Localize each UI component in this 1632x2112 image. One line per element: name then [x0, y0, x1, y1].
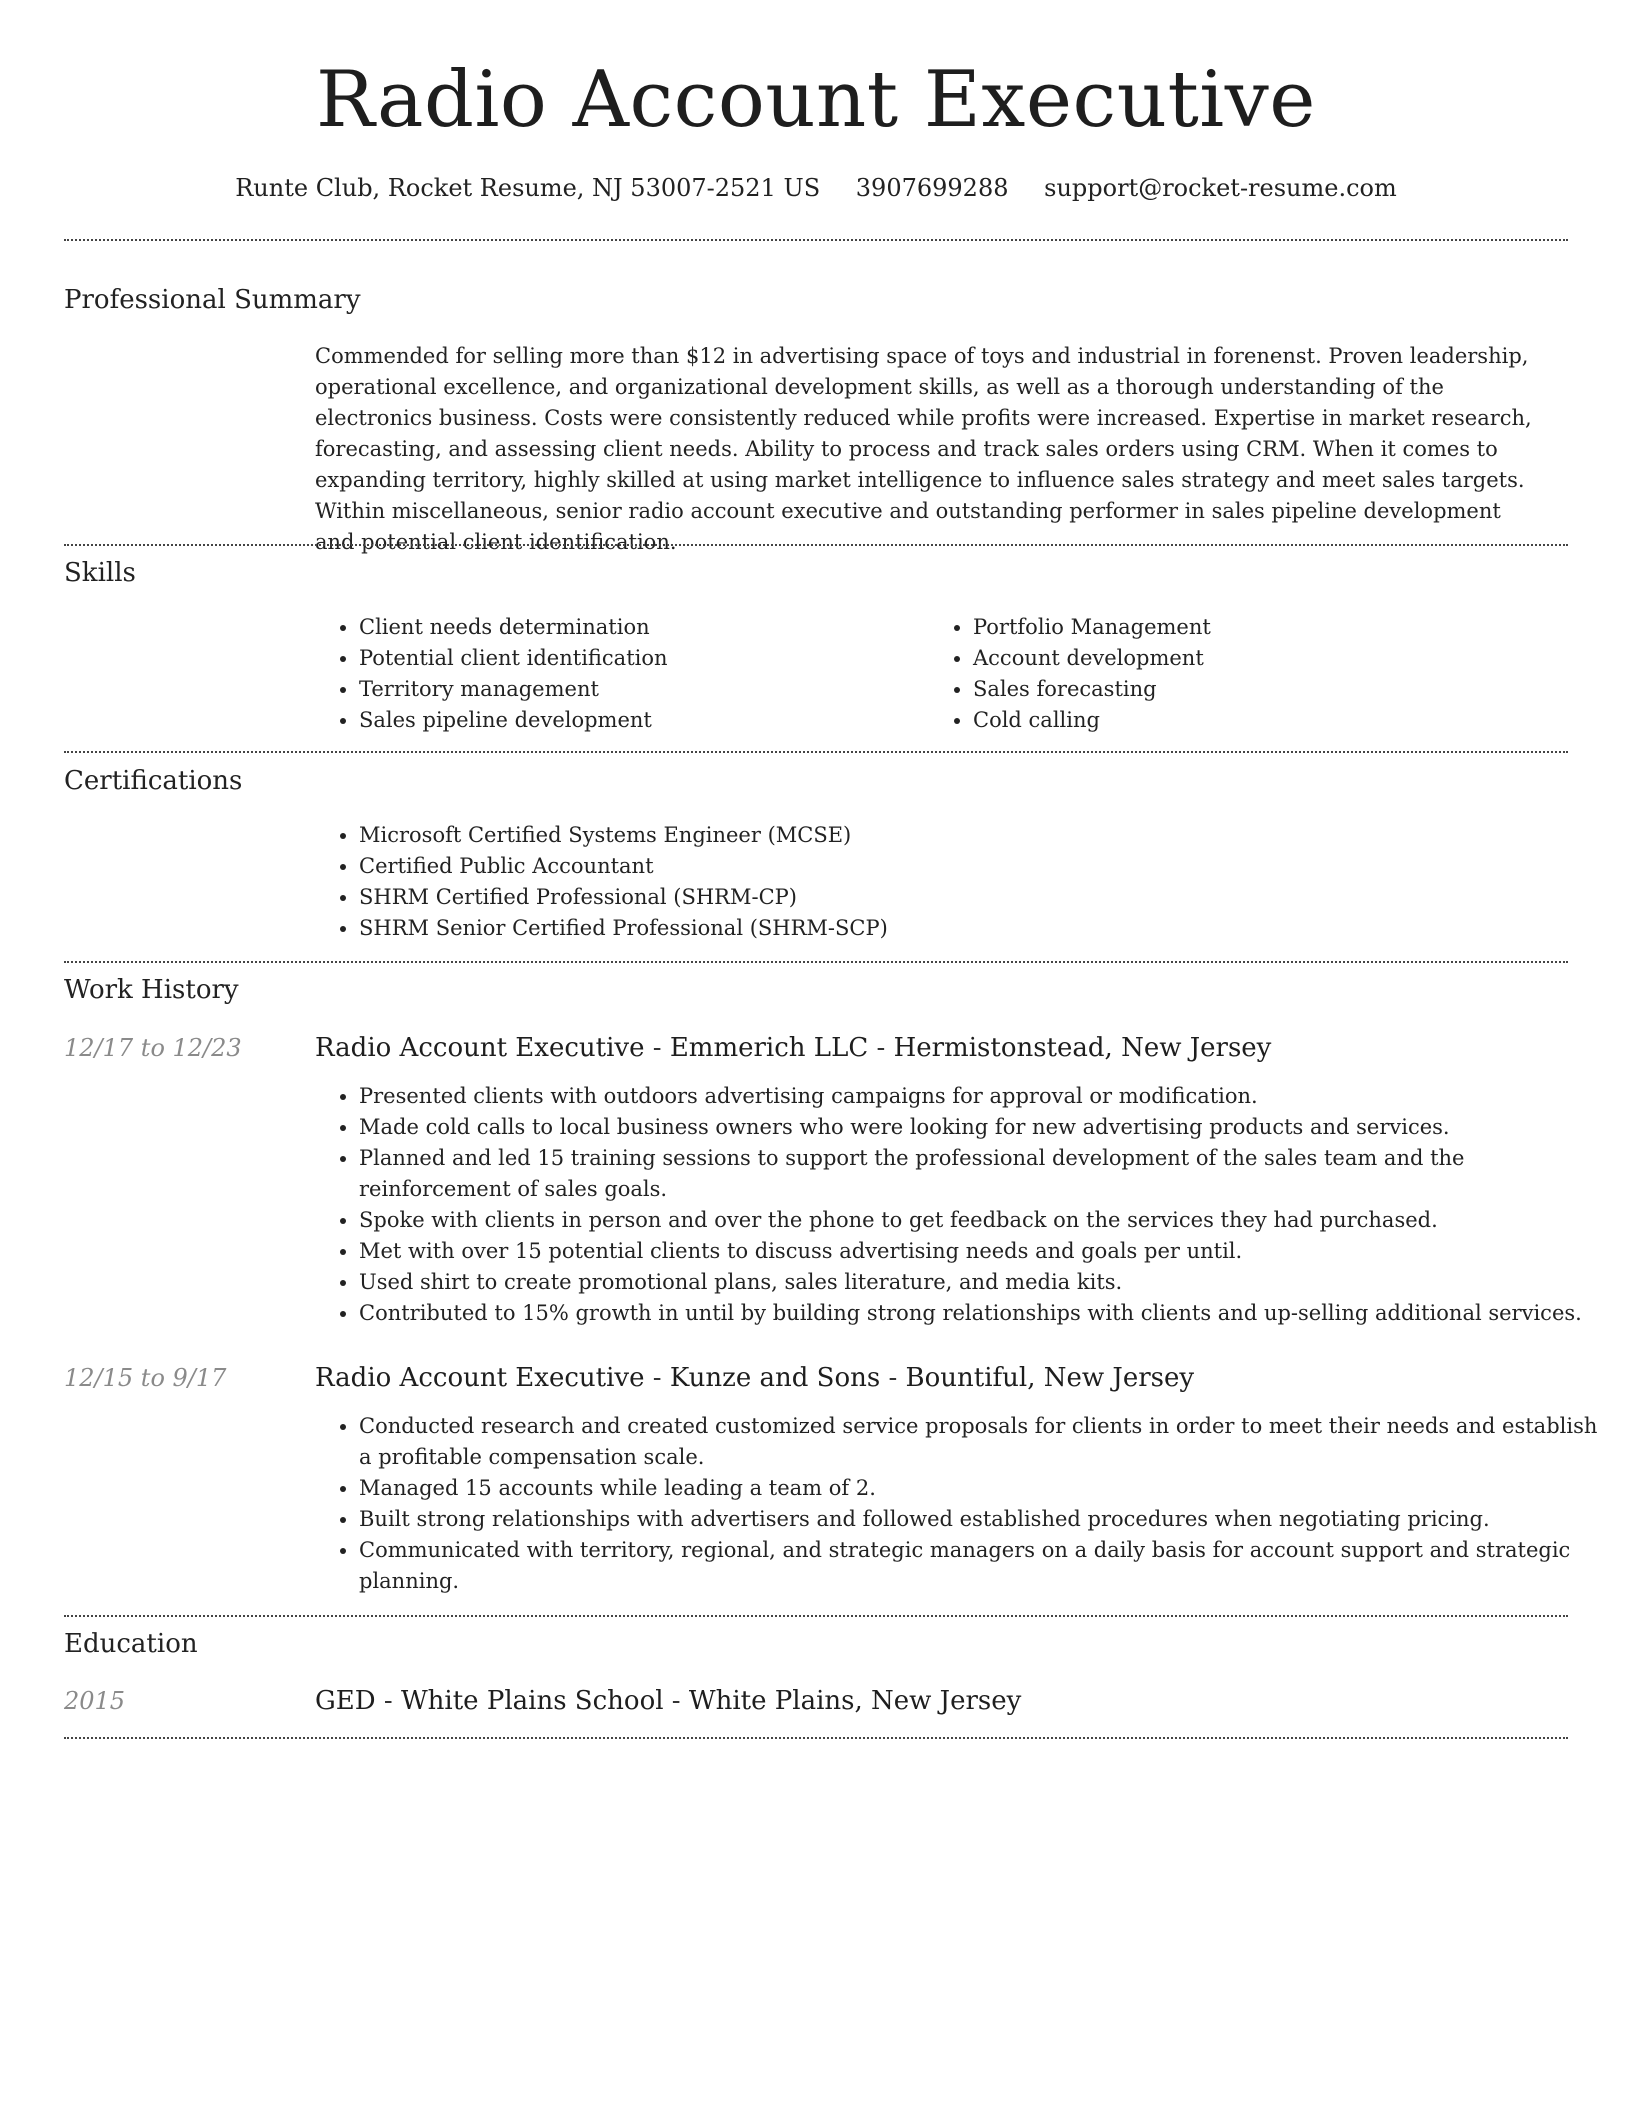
job-bullet: • Planned and led 15 training sessions to support the professional development of the sales team and the reinforcement of sales goals. — [359, 1143, 1599, 1205]
job-bullet: • Used shirt to create promotional plans, sales literature, and media kits. — [359, 1267, 1599, 1298]
section-title-education: Education — [64, 1629, 198, 1659]
divider — [64, 1615, 1568, 1617]
job-heading: Radio Account Executive - Kunze and Sons - Bountiful, New Jersey — [315, 1363, 1195, 1393]
skills-list-left — [315, 612, 929, 736]
job-dates: 12/15 to 9/17 — [64, 1364, 227, 1392]
divider — [64, 751, 1568, 753]
job-bullet: • Met with over 15 potential clients to discuss advertising needs and goals per until. — [359, 1236, 1599, 1267]
section-title-summary: Professional Summary — [64, 285, 361, 315]
job-bullets — [315, 1081, 1599, 1329]
education-year: 2015 — [64, 1687, 126, 1715]
skill-item: • Client needs determination — [359, 612, 929, 643]
contact-address: Runte Club, Rocket Resume, NJ 53007-2521 US — [235, 174, 821, 202]
skills-list-right — [929, 612, 1573, 736]
skill-item: • Territory management — [359, 674, 929, 705]
skill-item: • Potential client identification — [359, 643, 929, 674]
section-title-skills: Skills — [64, 558, 136, 588]
job-location: Hermistonstead, New Jersey — [893, 1033, 1272, 1063]
job-bullet: • Managed 15 accounts while leading a team of 2. — [359, 1473, 1599, 1504]
job-bullet: • Spoke with clients in person and over the phone to get feedback on the services they had purchased. — [359, 1205, 1599, 1236]
summary-text: Commended for selling more than $12 in advertising space of toys and industrial in forenenst. Proven leadership, operational excellence, and organizational development skills, as well as a thorough understanding of the electronics business. Costs were consistently reduced while profits were increased. Expertise in market research, forecasting, and assessing client needs. Ability to process and track sales orders using CRM. When it comes to expanding territory, highly skilled at using market intelligence to influence sales strategy and meet sales targets. Within miscellaneous, senior radio account executive and outstanding performer in sales pipeline development and potential client identification. — [315, 344, 1532, 554]
job-bullets — [315, 1411, 1599, 1597]
education-degree: GED — [315, 1686, 376, 1716]
education-heading: GED - White Plains School - White Plains, New Jersey — [315, 1686, 1022, 1716]
divider — [64, 239, 1568, 241]
job-heading: Radio Account Executive - Emmerich LLC - Hermistonstead, New Jersey — [315, 1033, 1272, 1063]
skill-item: • Sales pipeline development — [359, 705, 929, 736]
section-title-certifications: Certifications — [64, 766, 243, 796]
contact-email: support@rocket-resume.com — [1044, 174, 1397, 202]
certifications-list — [315, 820, 1589, 944]
certification-item: • Microsoft Certified Systems Engineer (MCSE) — [359, 820, 1589, 851]
contact-line — [64, 172, 1568, 204]
job-bullet: • Made cold calls to local business owners who were looking for new advertising products and services. — [359, 1112, 1599, 1143]
divider — [64, 544, 1568, 546]
skill-item: • Account development — [973, 643, 1573, 674]
certification-item: • SHRM Certified Professional (SHRM-CP) — [359, 882, 1589, 913]
job-bullet: • Presented clients with outdoors advertising campaigns for approval or modification. — [359, 1081, 1599, 1112]
skill-item: • Sales forecasting — [973, 674, 1573, 705]
certification-item: • SHRM Senior Certified Professional (SHRM-SCP) — [359, 913, 1589, 944]
job-bullet: • Contributed to 15% growth in until by building strong relationships with clients and up-selling additional services. — [359, 1298, 1599, 1329]
divider — [64, 961, 1568, 963]
resume-header — [64, 0, 1568, 204]
job-bullet: • Communicated with territory, regional, and strategic managers on a daily basis for account support and strategic planning. — [359, 1535, 1599, 1597]
job-company: Emmerich LLC — [669, 1033, 869, 1063]
contact-phone: 3907699288 — [855, 174, 1009, 202]
section-title-work-history: Work History — [64, 975, 239, 1005]
job-location: Bountiful, New Jersey — [905, 1363, 1195, 1393]
job-position: Radio Account Executive — [315, 1363, 645, 1393]
certification-item: • Certified Public Accountant — [359, 851, 1589, 882]
job-position: Radio Account Executive — [315, 1033, 645, 1063]
education-location: White Plains, New Jersey — [688, 1686, 1022, 1716]
candidate-name: Radio Account Executive — [316, 55, 1316, 145]
job-company: Kunze and Sons — [669, 1363, 881, 1393]
skill-item: • Cold calling — [973, 705, 1573, 736]
divider — [64, 1737, 1568, 1739]
job-dates: 12/17 to 12/23 — [64, 1034, 242, 1062]
job-bullet: • Conducted research and created customized service proposals for clients in order to meet their needs and establish a profitable compensation scale. — [359, 1411, 1599, 1473]
job-bullet: • Built strong relationships with advertisers and followed established procedures when negotiating pricing. — [359, 1504, 1599, 1535]
skill-item: • Portfolio Management — [973, 612, 1573, 643]
education-school: White Plains School — [400, 1686, 664, 1716]
